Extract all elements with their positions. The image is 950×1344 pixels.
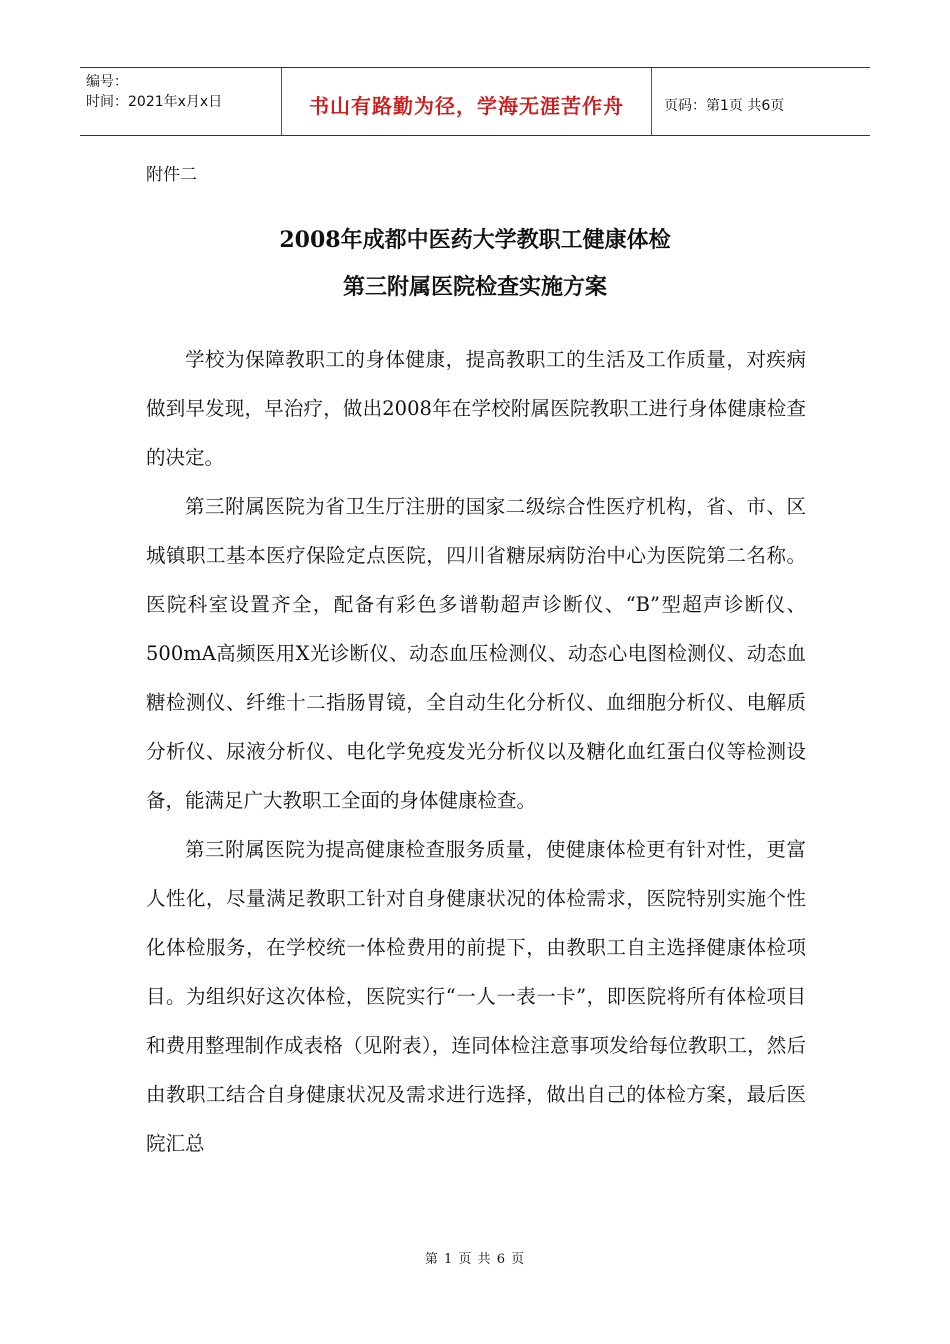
- time-label: 时间：2021年x月x日: [86, 94, 223, 110]
- annex-label: 附件二: [146, 165, 197, 185]
- paragraph: 学校为保障教职工的身体健康，提高教职工的生活及工作质量，对疾病做到早发现，早治疗，做出2008年在学校附属医院教职工进行身体健康检查的决定。: [146, 348, 806, 469]
- number-label: 编号：: [86, 74, 128, 90]
- header-info-cell: [80, 68, 282, 135]
- document-title-line1: 2008年成都中医药大学教职工健康体检: [279, 227, 671, 253]
- document-body: [146, 335, 806, 1168]
- header-page-info: 页码：第1页 共6页: [664, 97, 785, 114]
- page-header: [80, 67, 870, 136]
- paragraph: 第三附属医院为提高健康检查服务质量，使健康体检更有针对性，更富人性化，尽量满足教职工针对自身健康状况的体检需求，医院特别实施个性化体检服务，在学校统一体检费用的前提下，由教职工自主选择健康体检项目。为组织好这次体检，医院实行“一人一表一卡”，即医院将所有体检项目和费用整理制作成表格（见附表），连同体检注意事项发给每位教职工，然后由教职工结合自身健康状况及需求进行选择，做出自己的体检方案，最后医院汇总: [146, 838, 806, 1155]
- header-motto: 书山有路勤为径，学海无涯苦作舟: [282, 68, 652, 135]
- document-title-line2: 第三附属医院检查实施方案: [342, 274, 607, 300]
- paragraph: 第三附属医院为省卫生厅注册的国家二级综合性医疗机构，省、市、区城镇职工基本医疗保险定点医院，四川省糖尿病防治中心为医院第二名称。医院科室设置齐全，配备有彩色多谱勒超声诊断仪、“B”型超声诊断仪、500mA高频医用X光诊断仪、动态血压检测仪、动态心电图检测仪、动态血糖检测仪、纤维十二指肠胃镜，全自动生化分析仪、血细胞分析仪、电解质分析仪、尿液分析仪、电化学免疫发光分析仪以及糖化血红蛋白仪等检测设备，能满足广大教职工全面的身体健康检查。: [146, 495, 806, 812]
- page-footer: 第 1 页 共 6 页: [424, 1252, 526, 1267]
